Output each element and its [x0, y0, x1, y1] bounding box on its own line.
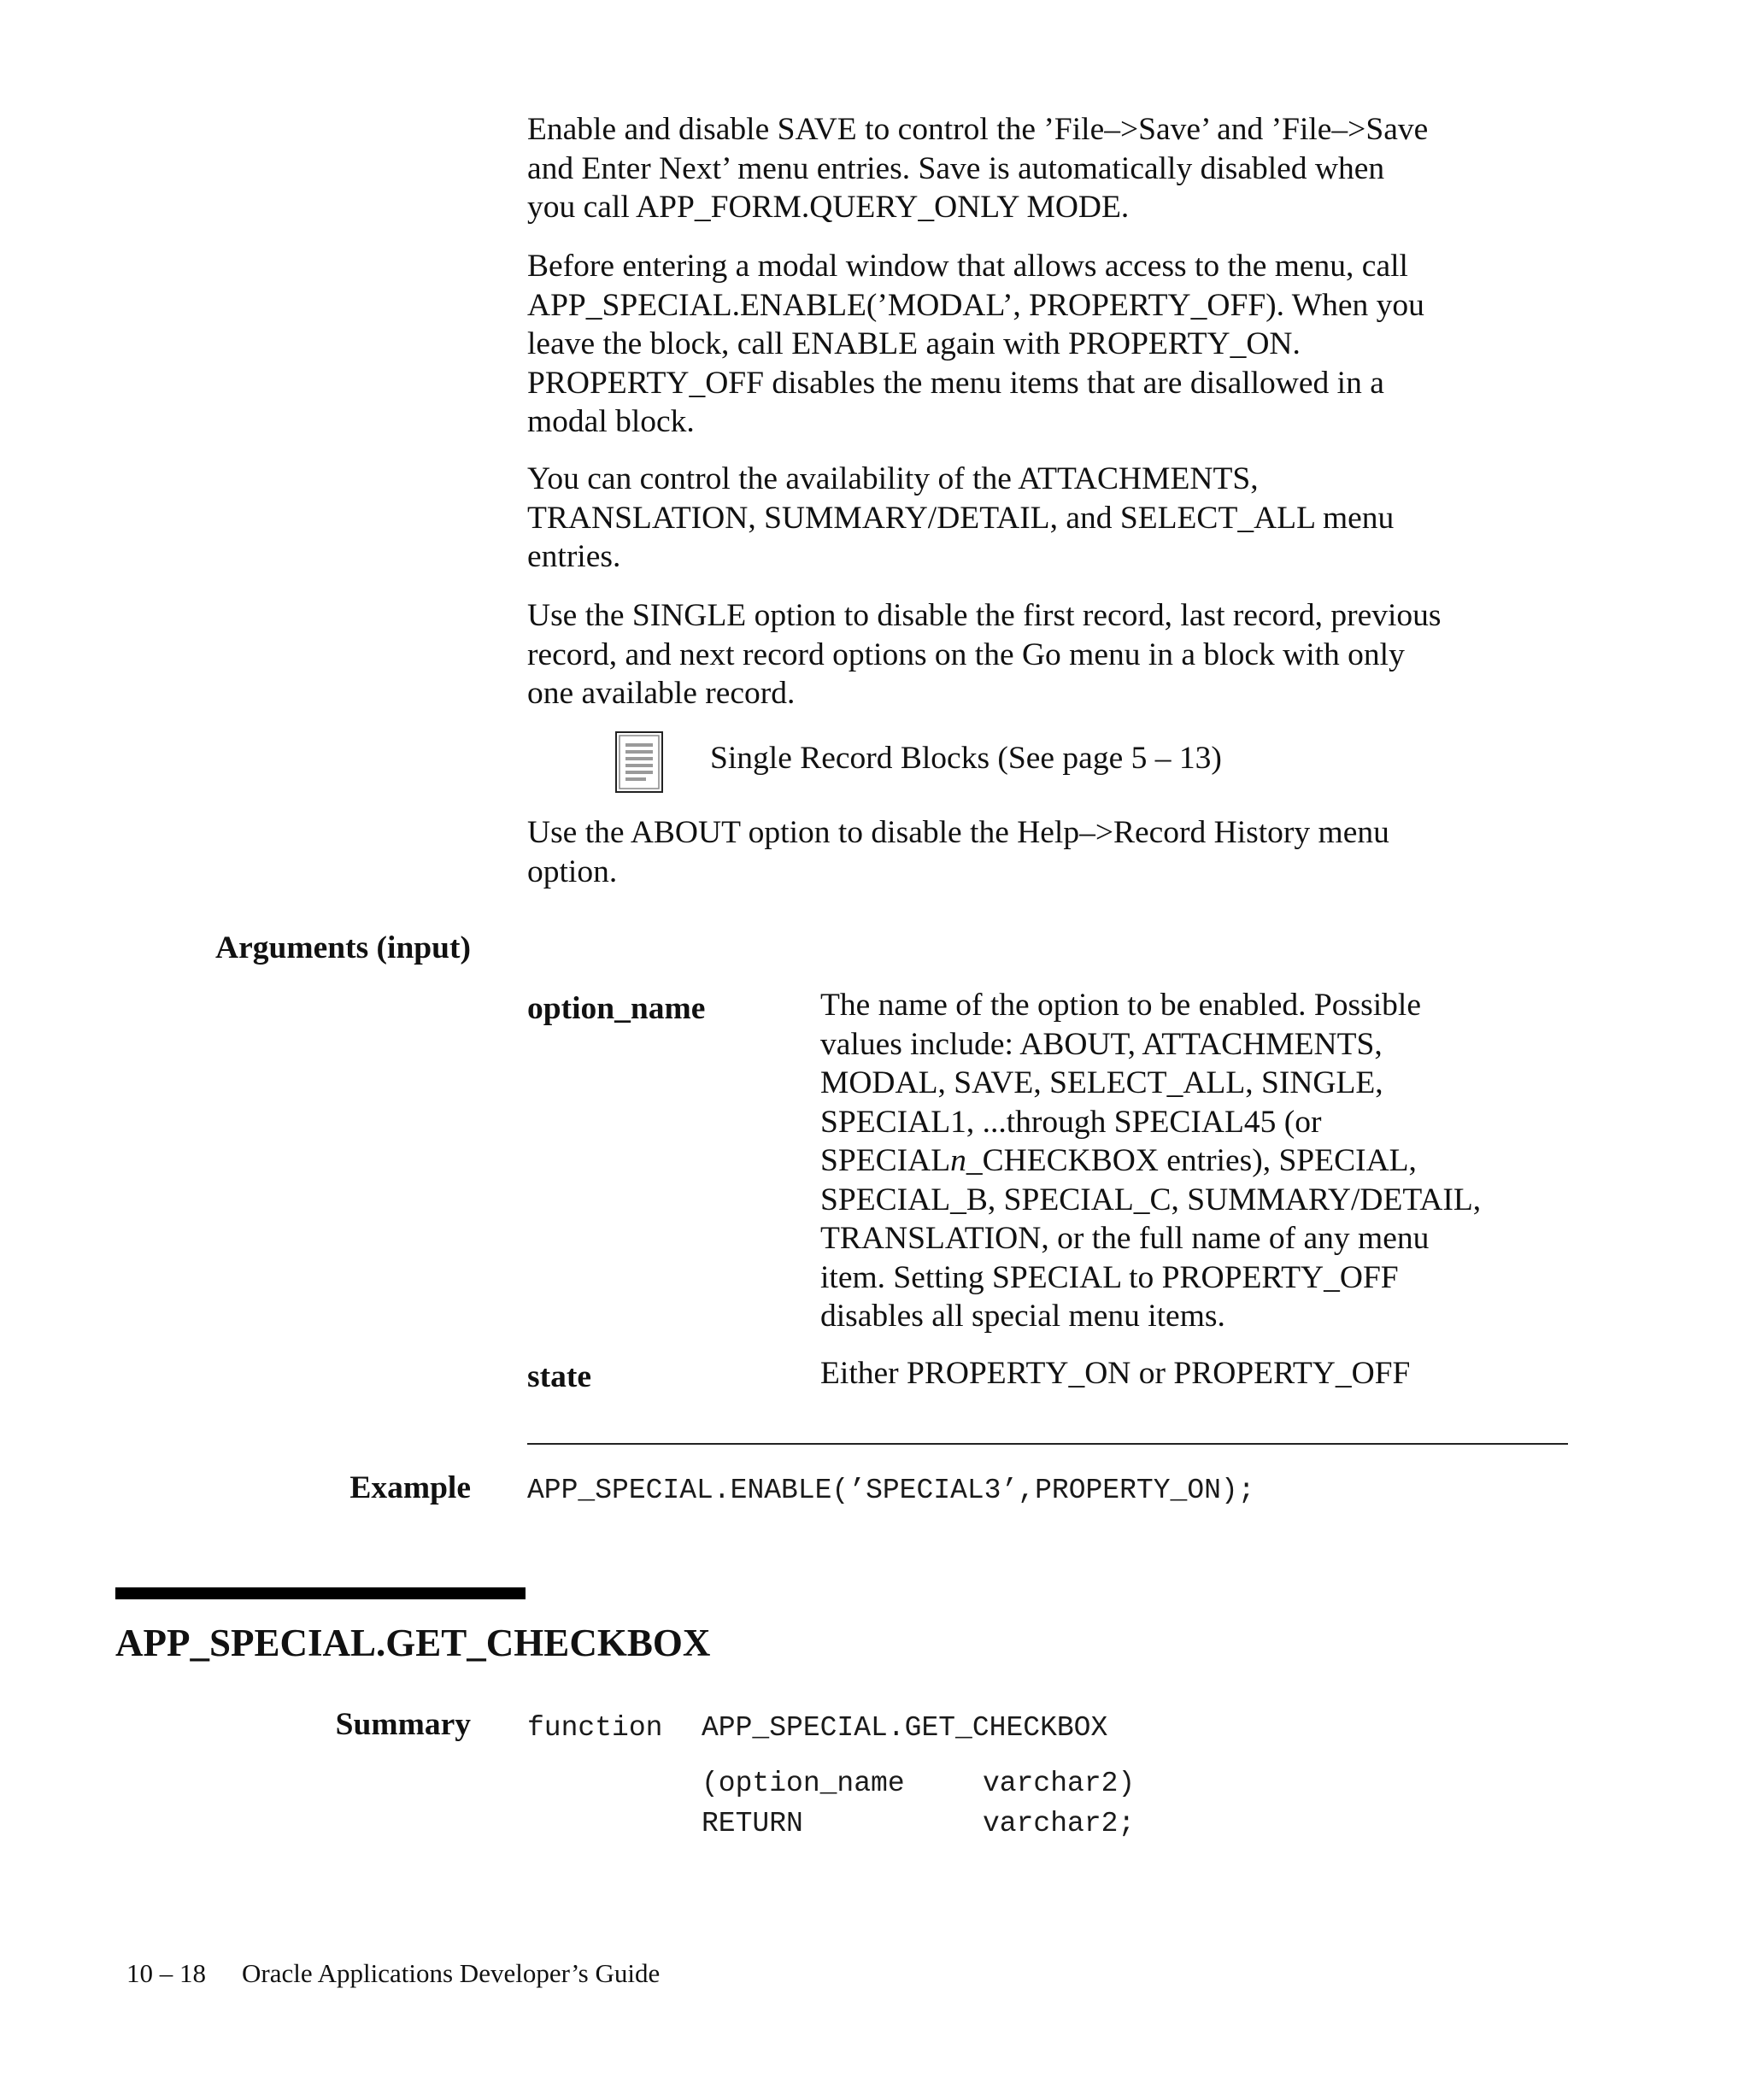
- divider: [527, 1443, 1568, 1445]
- text-line: SPECIAL1, ...through SPECIAL45 (or: [820, 1104, 1322, 1140]
- text-line: leave the block, call ENABLE again with PROPERTY_ON.: [527, 326, 1301, 361]
- summary-param: (option_name: [702, 1768, 905, 1799]
- section-title: APP_SPECIAL.GET_CHECKBOX: [115, 1622, 711, 1664]
- paragraph-availability: [527, 460, 1565, 577]
- section-rule: [115, 1587, 526, 1599]
- argument-description: [820, 986, 1481, 1336]
- text-line: Enable and disable SAVE to control the ’File–>Save’ and ’File–>Save: [527, 112, 1429, 147]
- text-line: Either PROPERTY_ON or PROPERTY_OFF: [820, 1356, 1411, 1391]
- book-title: Oracle Applications Developer’s Guide: [242, 1958, 661, 1988]
- text-line: entries.: [527, 539, 621, 574]
- example-code: APP_SPECIAL.ENABLE(’SPECIAL3’,PROPERTY_ON);: [527, 1475, 1255, 1506]
- text-line: Use the SINGLE option to disable the first record, last record, previous: [527, 598, 1442, 633]
- argument-name: state: [527, 1359, 591, 1394]
- text-line: TRANSLATION, SUMMARY/DETAIL, and SELECT_ALL menu: [527, 500, 1395, 536]
- text-line: SPECIALn_CHECKBOX entries), SPECIAL,: [820, 1143, 1417, 1178]
- text-line: Use the ABOUT option to disable the Help–>Record History menu: [527, 815, 1389, 850]
- text-line: modal block.: [527, 404, 695, 439]
- summary-keyword: function: [527, 1712, 663, 1744]
- paragraph-save-control: [527, 110, 1565, 227]
- summary-function-name: APP_SPECIAL.GET_CHECKBOX: [702, 1712, 1108, 1744]
- document-icon: [615, 731, 663, 793]
- text-line: The name of the option to be enabled. Possible: [820, 988, 1421, 1023]
- paragraph-modal-window: [527, 247, 1565, 442]
- text-line: values include: ABOUT, ATTACHMENTS,: [820, 1026, 1383, 1062]
- text-line: You can control the availability of the ATTACHMENTS,: [527, 461, 1259, 496]
- page-number: 10 – 18: [126, 1958, 206, 1988]
- text-line: APP_SPECIAL.ENABLE(’MODAL’, PROPERTY_OFF). When you: [527, 287, 1424, 323]
- text-line: Before entering a modal window that allows access to the menu, call: [527, 249, 1408, 284]
- text-line: record, and next record options on the Go menu in a block with only: [527, 636, 1405, 672]
- cross-reference-text[interactable]: Single Record Blocks (See page 5 – 13): [710, 741, 1222, 776]
- text-line: PROPERTY_OFF disables the menu items that are disallowed in a: [527, 365, 1384, 401]
- text-line: item. Setting SPECIAL to PROPERTY_OFF: [820, 1259, 1399, 1295]
- summary-param-type: varchar2): [983, 1768, 1136, 1799]
- italic-variable: n: [950, 1143, 966, 1178]
- example-label: Example: [349, 1470, 471, 1505]
- text-line: disables all special menu items.: [820, 1299, 1225, 1334]
- paragraph-about-option: [527, 813, 1565, 891]
- text-line: you call APP_FORM.QUERY_ONLY MODE.: [527, 190, 1130, 225]
- text-line: TRANSLATION, or the full name of any menu: [820, 1221, 1430, 1256]
- summary-label: Summary: [335, 1707, 471, 1742]
- argument-name: option_name: [527, 991, 706, 1026]
- summary-return-keyword: RETURN: [702, 1808, 803, 1839]
- argument-description: [820, 1354, 1410, 1393]
- text-line: one available record.: [527, 676, 796, 711]
- text-line: SPECIAL_B, SPECIAL_C, SUMMARY/DETAIL,: [820, 1182, 1482, 1217]
- text-line: MODAL, SAVE, SELECT_ALL, SINGLE,: [820, 1065, 1383, 1100]
- arguments-label: Arguments (input): [215, 930, 471, 965]
- summary-return-type: varchar2;: [983, 1808, 1136, 1839]
- paragraph-single-option: [527, 596, 1565, 713]
- text-line: option.: [527, 853, 618, 889]
- text-line: and Enter Next’ menu entries. Save is automatically disabled when: [527, 150, 1385, 186]
